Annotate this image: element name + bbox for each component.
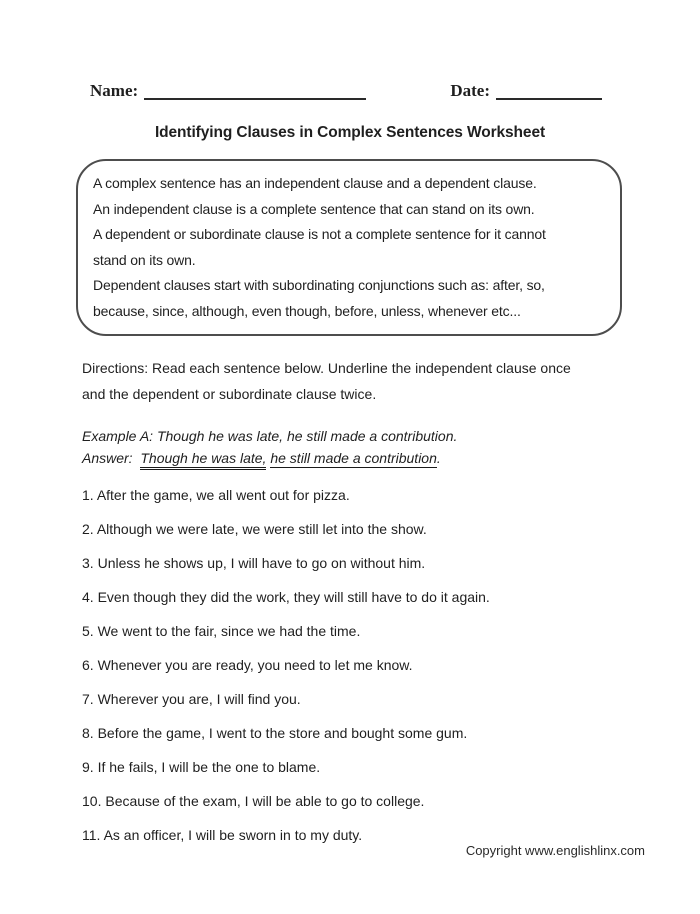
definition-line: A dependent or subordinate clause is not a complete sentence for it cannot: [93, 226, 546, 242]
name-field: [90, 82, 366, 100]
definition-line: A complex sentence has an independent clause and a dependent clause.: [93, 175, 537, 191]
sentence-number: 10.: [82, 793, 102, 809]
sentence-number: 2.: [82, 521, 94, 537]
worksheet-title: Identifying Clauses in Complex Sentences Worksheet: [154, 124, 546, 141]
sentence-number: 11.: [82, 827, 101, 843]
sentence-text: Even though they did the work, they will still have to do it again.: [97, 589, 490, 605]
example-text: Though he was late, he still made a contribution.: [156, 428, 458, 444]
date-blank-line: [496, 83, 602, 100]
answer-independent-clause: he still made a contribution: [270, 450, 437, 466]
sentence-item: [82, 758, 670, 777]
answer-dependent-clause: Though he was late,: [140, 450, 266, 470]
sentence-text: After the game, we all went out for pizza.: [96, 487, 350, 503]
directions-line: and the dependent or subordinate clause twice.: [82, 386, 377, 402]
name-date-row: [90, 82, 602, 100]
sentence-text: Because of the exam, I will be able to go to college.: [105, 793, 425, 809]
sentence-item: [82, 792, 670, 811]
sentence-text: Whenever you are ready, you need to let me know.: [97, 657, 413, 673]
answer-label: Answer:: [82, 450, 133, 466]
sentence-list: [82, 486, 670, 845]
directions-text: [82, 355, 640, 407]
definition-line: because, since, although, even though, before, unless, whenever etc...: [93, 302, 521, 319]
sentence-number: 5.: [82, 623, 94, 639]
sentence-number: 7.: [82, 691, 94, 707]
name-blank-line: [144, 83, 366, 100]
definition-box: [76, 159, 622, 336]
definition-line: Dependent clauses start with subordinating conjunctions such as: after, so,: [93, 277, 545, 293]
sentence-item: [82, 724, 670, 743]
answer-period: .: [436, 450, 441, 466]
sentence-item: [82, 690, 670, 709]
sentence-item: [82, 622, 670, 641]
sentence-number: 3.: [82, 555, 94, 571]
definition-line: stand on its own.: [93, 251, 196, 268]
example-answer: [82, 448, 700, 469]
sentence-number: 6.: [82, 657, 94, 673]
sentence-number: 1.: [82, 487, 94, 503]
sentence-item: [82, 520, 670, 539]
definition-line: An independent clause is a complete sentence that can stand on its own.: [93, 200, 535, 217]
date-field: [450, 82, 602, 100]
copyright-text: Copyright www.englishlinx.com: [465, 843, 645, 858]
sentence-text: Before the game, I went to the store and bought some gum.: [97, 725, 468, 741]
sentence-item: [82, 656, 670, 675]
sentence-item: [82, 554, 670, 573]
example-label: Example A:: [82, 428, 154, 444]
sentence-text: We went to the fair, since we had the time.: [97, 623, 361, 639]
directions-line: Directions: Read each sentence below. Underline the independent clause once: [82, 360, 571, 376]
sentence-text: Wherever you are, I will find you.: [97, 691, 301, 707]
name-label: Name:: [90, 81, 139, 100]
sentence-text: Unless he shows up, I will have to go on without him.: [97, 555, 426, 571]
sentence-text: If he fails, I will be the one to blame.: [97, 759, 321, 775]
date-label: Date:: [450, 81, 490, 100]
sentence-number: 9.: [82, 759, 94, 775]
example-sentence: [82, 426, 700, 447]
sentence-number: 4.: [82, 589, 94, 605]
sentence-number: 8.: [82, 725, 94, 741]
sentence-text: As an officer, I will be sworn in to my duty.: [103, 827, 363, 843]
sentence-item: [82, 486, 670, 505]
sentence-text: Although we were late, we were still let into the show.: [96, 521, 427, 537]
sentence-item: [82, 588, 670, 607]
